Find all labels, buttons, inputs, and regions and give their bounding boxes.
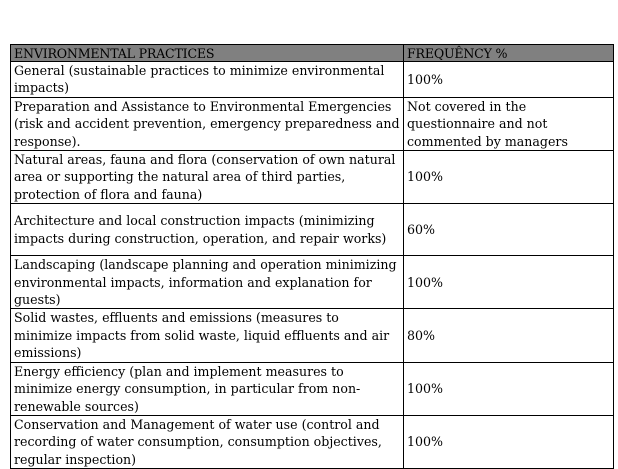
practice-cell: Landscaping (landscape planning and operation minimizing environmental impacts, information and explanation for guests): [11, 256, 404, 309]
table-row: [11, 151, 614, 204]
table-row: [11, 415, 614, 468]
table-row: [11, 309, 614, 362]
practice-cell: Preparation and Assistance to Environmental Emergencies (risk and accident prevention, emergency preparedness and response).: [11, 97, 404, 150]
practice-cell: Natural areas, fauna and flora (conservation of own natural area or supporting the natural area of third parties, protection of flora and fauna): [11, 151, 404, 204]
practice-cell: Solid wastes, effluents and emissions (measures to minimize impacts from solid waste, liquid effluents and air emissions): [11, 309, 404, 362]
header-environmental-practices: ENVIRONMENTAL PRACTICES: [11, 45, 404, 62]
header-frequency: FREQUÊNCY %: [404, 45, 614, 62]
table-header-row: [11, 45, 614, 62]
frequency-cell: 100%: [404, 256, 614, 309]
frequency-cell: 100%: [404, 151, 614, 204]
table-row: [11, 362, 614, 415]
practice-cell: General (sustainable practices to minimize environmental impacts): [11, 62, 404, 98]
table-row: [11, 62, 614, 98]
frequency-cell: 100%: [404, 362, 614, 415]
frequency-cell: 80%: [404, 309, 614, 362]
frequency-cell: 60%: [404, 204, 614, 256]
practice-cell: Conservation and Management of water use (control and recording of water consumption, consumption objectives, regular inspection): [11, 415, 404, 468]
table-row: [11, 204, 614, 256]
frequency-cell: 100%: [404, 62, 614, 98]
table-row: [11, 97, 614, 150]
frequency-cell: Not covered in the questionnaire and not commented by managers: [404, 97, 614, 150]
practice-cell: Energy efficiency (plan and implement measures to minimize energy consumption, in particular from non-renewable sources): [11, 362, 404, 415]
practice-cell: Architecture and local construction impacts (minimizing impacts during construction, operation, and repair works): [11, 204, 404, 256]
table-row: [11, 256, 614, 309]
environmental-practices-table: [10, 44, 614, 469]
frequency-cell: 100%: [404, 415, 614, 468]
